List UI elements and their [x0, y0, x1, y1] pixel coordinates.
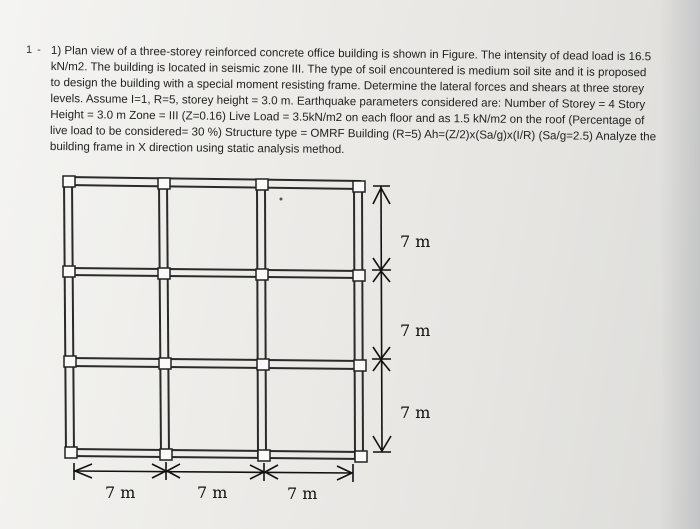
column-node [63, 176, 75, 187]
column-node [354, 360, 366, 371]
column-node [159, 358, 171, 369]
dimension-label: 7 m [197, 483, 228, 502]
dimension-line-horizontal [74, 462, 353, 482]
frame-grid [64, 177, 363, 459]
question-line: building frame in X direction using static analysis method. [49, 139, 345, 157]
dimension-label: 7 m [400, 403, 431, 422]
beam-row-2 [67, 268, 361, 278]
bay-labels-y [400, 232, 430, 422]
question-line: to design the building with a special moment resisting frame. Determine the lateral forces and shears at three storey [50, 75, 645, 96]
dimension-line-vertical [372, 186, 391, 452]
column-line-3 [257, 183, 266, 458]
column-node [64, 356, 76, 367]
column-node [158, 178, 170, 189]
column-node [160, 449, 172, 460]
column-node [355, 451, 367, 462]
column-line-4 [354, 185, 363, 459]
question-line: Height = 3.0 m Zone = III (Z=0.16) Live Load = 3.5kN/m2 on each floor and as 1.5 kN/m2 on the roof (Percentage of [50, 107, 645, 128]
bay-labels-x [105, 483, 317, 503]
beam-row-4 [70, 449, 363, 459]
column-node [353, 270, 365, 281]
dimension-label: 7 m [105, 483, 136, 502]
question-line: levels. Assume I=1, R=5, storey height = 3.0 m. Earthquake parameters considered are: Number of Storey = 4 Story [50, 91, 646, 112]
column-node [256, 269, 268, 280]
column-node [258, 450, 270, 461]
question-line: 1) Plan view of a three-storey reinforced concrete office building is shown in Figure. The intensity of dead load is 16.5 [50, 43, 652, 64]
column-node [63, 266, 75, 277]
beam-row-3 [69, 358, 362, 369]
question-line: kN/m2. The building is located in seismic zone III. The type of soil encountered is medium soil site and it is proposed [50, 59, 647, 80]
dimension-label: 7 m [400, 321, 431, 340]
beam-row-1 [67, 177, 361, 189]
column-nodes [63, 176, 367, 462]
column-node [256, 179, 268, 190]
column-node [65, 447, 77, 458]
question-number: 1 - [26, 44, 42, 56]
column-node [257, 359, 269, 370]
column-node [353, 181, 365, 192]
column-line-1 [64, 180, 74, 455]
dimension-label: 7 m [400, 232, 431, 251]
pencil-dot [280, 198, 283, 201]
question-line: live load to be considered= 30 %) Structure type = OMRF Building (R=5) Ah=(Z/2)x(Sa/g)x(I/R) (Sa/g=2.5) Analyze the [50, 123, 657, 144]
dimension-label: 7 m [287, 484, 318, 503]
column-node [158, 268, 170, 279]
column-line-2 [159, 181, 169, 456]
